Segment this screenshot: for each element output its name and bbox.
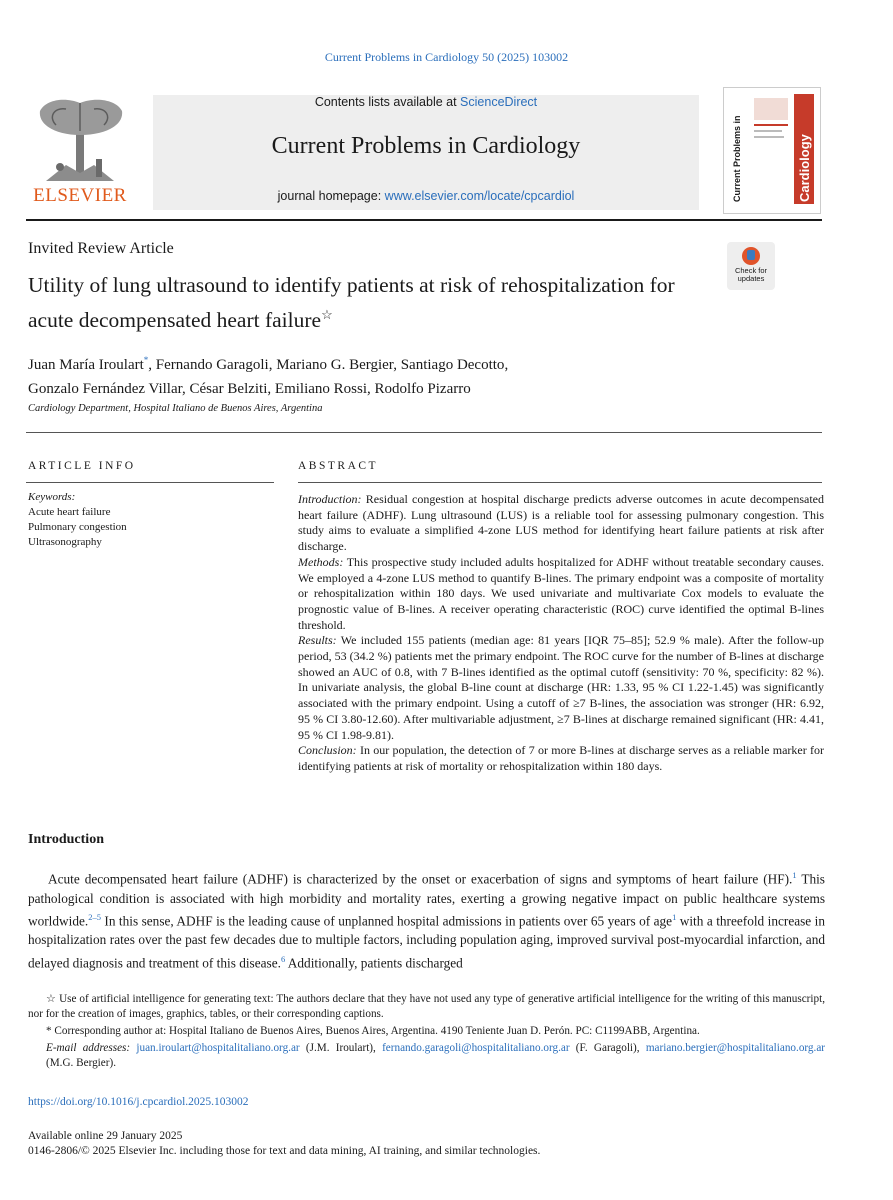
email-addresses: E-mail addresses: juan.iroulart@hospitalitaliano.org.ar (J.M. Iroulart), fernando.garagoli@hospitalitaliano.org.ar (F. Garagoli), mariano.bergier@hospitalitaliano.org.ar (M.G. Bergier). [46, 1042, 826, 1069]
affiliation: Cardiology Department, Hospital Italiano de Buenos Aires, Argentina [28, 403, 323, 414]
cover-red-band [794, 94, 814, 204]
crossmark-label: Check for updates [734, 266, 768, 283]
author-list: Juan María Iroulart*, Fernando Garagoli, Mariano G. Bergier, Santiago Decotto, Gonzalo Fernández Villar, César Belziti, Emiliano Rossi, Rodolfo Pizarro [28, 355, 509, 397]
elsevier-logo[interactable] [26, 95, 134, 210]
elsevier-tree-icon [26, 95, 134, 183]
title-footnote-mark[interactable]: ☆ [321, 307, 333, 322]
author-name[interactable]: Gonzalo Fernández Villar [28, 381, 182, 397]
contents-available-line: Contents lists available at ScienceDirect [314, 95, 538, 109]
cover-title-left: Current Problems in [732, 115, 742, 202]
journal-masthead [153, 95, 699, 210]
citation-ref[interactable]: 2–5 [88, 911, 101, 922]
author-name[interactable]: Mariano G. Bergier [276, 357, 394, 373]
cover-graphic-line [754, 130, 782, 132]
keyword: Pulmonary congestion [28, 521, 127, 533]
article-type: Invited Review Article [28, 240, 174, 257]
cover-graphic [754, 98, 788, 120]
author-name[interactable]: Fernando Garagoli [155, 357, 269, 373]
keyword: Acute heart failure [28, 506, 111, 518]
elsevier-wordmark: ELSEVIER [33, 185, 127, 206]
affiliation-divider [26, 432, 822, 433]
abstract-body [298, 492, 824, 775]
introduction-heading: Introduction [28, 832, 104, 847]
running-header[interactable]: Current Problems in Cardiology 50 (2025) 103002 [324, 50, 569, 64]
keyword: Ultrasonography [28, 536, 102, 548]
article-info-divider [26, 482, 274, 483]
sciencedirect-link[interactable]: ScienceDirect [460, 95, 538, 109]
abstract-heading: ABSTRACT [298, 460, 379, 472]
abstract-introduction: Introduction: Residual congestion at hospital discharge predicts adverse outcomes in acute decompensated heart failure (ADHF). Lung ultrasound (LUS) is a reliable tool for assessing pulmonary congestion. This study aims to evaluate a simplified 4-zone LUS method for identifying heart failure patients at risk after discharge. [298, 492, 824, 554]
check-for-updates-badge[interactable] [727, 242, 775, 290]
cover-title-right: Cardiology [797, 134, 812, 202]
email-link[interactable]: fernando.garagoli@hospitalitaliano.org.ar [382, 1042, 570, 1054]
article-title: Utility of lung ultrasound to identify patients at risk of rehospitalization for acute decompensated heart failure☆ [28, 273, 675, 333]
available-online-date: Available online 29 January 2025 [28, 1130, 183, 1142]
corresponding-author-footnote: * Corresponding author at: Hospital Italiano de Buenos Aires, Buenos Aires, Argentina. 4190 Teniente Juan D. Perón. PC: C1199ABB, Argentina. [46, 1025, 700, 1037]
abstract-divider [298, 482, 822, 483]
email-link[interactable]: mariano.bergier@hospitalitaliano.org.ar [645, 1042, 826, 1054]
citation-ref[interactable]: 6 [280, 953, 286, 964]
author-name[interactable]: Juan María Iroulart [28, 357, 144, 373]
cover-title-band [730, 94, 748, 204]
footnotes [28, 992, 825, 1073]
doi-link[interactable]: https://doi.org/10.1016/j.cpcardiol.2025.103002 [28, 1096, 249, 1108]
cover-graphic-line [754, 136, 784, 138]
abstract-methods: Methods: This prospective study included adults hospitalized for ADHF without treatable secondary causes. We employed a 4-zone LUS method to quantify B-lines. The primary endpoint was a composite of mortality or rehospitalization within 180 days. We used univariate and multivariate Cox models to evaluate the prognostic value of B-lines. A receiver operating characteristic (ROC) curve identified the optimal B-lines threshold. [298, 554, 824, 632]
introduction-paragraph: Acute decompensated heart failure (ADHF) is characterized by the onset or exacerbation of signs and symptoms of heart failure (HF).$^1$ This pathological condition is associated with high morbidity and mortality rates, exerting a growing negative impact on public healthcare systems worldwide.$^{2-5}$ In this sense, ADHF is the leading cause of unplanned hospital admissions in patients over 65 years of age$^1$ with a threefold increase in hospitalization rates over the past few decades due to multiple factors, including population aging, improved survival post-myocardial infarction, and delayed diagnosis and treatment of this disease.$^6$ Additionally, patients discharged [28, 870, 825, 971]
author-name[interactable]: Rodolfo Pizarro [374, 381, 471, 397]
keywords-heading: Keywords: [28, 491, 76, 503]
keywords-block [28, 490, 127, 550]
journal-homepage-line: journal homepage: www.elsevier.com/locate/cpcardiol [277, 189, 575, 203]
abstract-results: Results: We included 155 patients (median age: 81 years [IQR 75–85]; 52.9 % male). After the follow-up period, 53 (34.2 %) patients met the primary endpoint. The ROC curve for the number of B-lines at discharge showed an AUC of 0.8, with 7 B-lines identified as the optimal cutoff (sensitivity: 70 %, specificity: 82 %). In univariate analysis, the global B-line count at discharge (HR: 1.33, 95 % CI 1.22-1.45) was significantly associated with the primary endpoint. Using a cutoff of ≥7 B-lines, the association was stronger (HR: 6.92, 95 % CI 3.80-12.60). After multivariable adjustment, ≥7 B-lines at discharge remained significant (HR: 4.41, 95 % CI 1.98-9.81). [298, 633, 824, 742]
cover-graphic-line [754, 124, 788, 126]
citation-ref[interactable]: 1 [672, 911, 677, 922]
corresponding-author-mark[interactable]: * [143, 355, 149, 365]
crossmark-icon [742, 247, 760, 265]
abstract-conclusion: Conclusion: In our population, the detection of 7 or more B-lines at discharge serves as a reliable marker for identifying patients at risk of mortality or rehospitalization within 180 days. [298, 743, 824, 773]
journal-homepage-link[interactable]: www.elsevier.com/locate/cpcardiol [384, 189, 575, 203]
copyright-notice: 0146-2806/© 2025 Elsevier Inc. including those for text and data mining, AI training, and similar technologies. [28, 1145, 541, 1157]
journal-title: Current Problems in Cardiology [271, 133, 581, 159]
ai-disclosure-footnote: ☆ Use of artificial intelligence for generating text: The authors declare that they have not used any type of generative artificial intelligence for the writing of this manuscript, nor for the creation of images, graphics, tables, or their corresponding captions. [28, 993, 825, 1020]
citation-ref[interactable]: 1 [792, 870, 797, 880]
masthead-divider [26, 219, 822, 221]
article-info-heading: ARTICLE INFO [28, 460, 136, 472]
email-link[interactable]: juan.iroulart@hospitalitaliano.org.ar [136, 1042, 300, 1054]
journal-cover-image[interactable] [723, 87, 821, 214]
author-name[interactable]: Emiliano Rossi [274, 381, 367, 397]
author-name[interactable]: Santiago Decotto [400, 357, 505, 373]
author-name[interactable]: César Belziti [189, 381, 268, 397]
